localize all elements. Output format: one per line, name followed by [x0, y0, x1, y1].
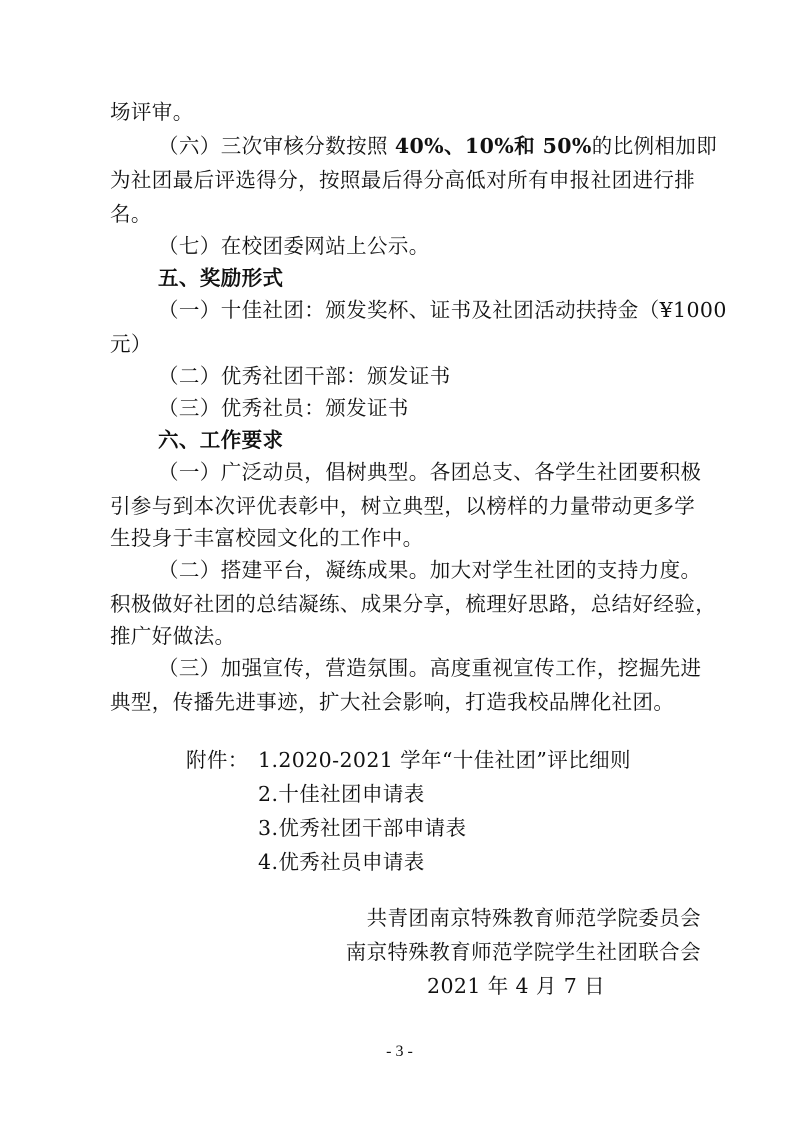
text-run: 的比例相加即: [591, 134, 718, 158]
attachment-item: 4.优秀社员申请表: [258, 850, 425, 874]
body-line: 典型，传播先进事迹，扩大社会影响，打造我校品牌化社团。: [110, 690, 675, 714]
body-line: （一）十佳社团：颁发奖杯、证书及社团活动扶持金（¥1000: [158, 298, 727, 322]
body-line: （二）搭建平台，凝练成果。加大对学生社团的支持力度。: [158, 558, 702, 582]
attachment-item: 2.十佳社团申请表: [258, 782, 425, 806]
body-line: （一）广泛动员，倡树典型。各团总支、各学生社团要积极: [158, 460, 702, 484]
body-line: （三）加强宣传，营造氛围。高度重视宣传工作，挖掘先进: [158, 656, 702, 680]
body-line: 元）: [110, 332, 152, 356]
body-line: 场评审。: [110, 100, 194, 124]
text-run: （六）三次审核分数按照: [158, 134, 395, 158]
signature-org-1: 共青团南京特殊教育师范学院委员会: [366, 906, 701, 930]
signature-date: 2021 年 4 月 7 日: [427, 974, 605, 998]
page-number: - 3 -: [386, 1043, 413, 1060]
body-line: 推广好做法。: [110, 624, 236, 648]
section-heading-5: 五、奖励形式: [158, 266, 284, 290]
body-line: （七）在校团委网站上公示。: [158, 234, 430, 258]
body-line: 为社团最后评选得分，按照最后得分高低对所有申报社团进行排: [110, 168, 696, 192]
body-line: （二）优秀社团干部：颁发证书: [158, 364, 451, 388]
body-line: [158, 132, 717, 160]
attachment-item: 1.2020-2021 学年“十佳社团”评比细则: [258, 748, 631, 772]
bold-percentages: 40%、10%和 50%: [394, 134, 592, 158]
attachment-item: 3.优秀社团干部申请表: [258, 816, 467, 840]
body-line: （三）优秀社员：颁发证书: [158, 396, 409, 420]
body-line: 生投身于丰富校园文化的工作中。: [110, 526, 424, 550]
body-line: 引参与到本次评优表彰中，树立典型，以榜样的力量带动更多学: [110, 494, 696, 518]
section-heading-6: 六、工作要求: [158, 428, 284, 452]
signature-org-2: 南京特殊教育师范学院学生社团联合会: [345, 940, 701, 964]
body-line: 名。: [110, 202, 152, 226]
body-line: 积极做好社团的总结凝练、成果分享，梳理好思路，总结好经验，: [110, 592, 717, 616]
attachment-label: 附件：: [186, 748, 249, 772]
